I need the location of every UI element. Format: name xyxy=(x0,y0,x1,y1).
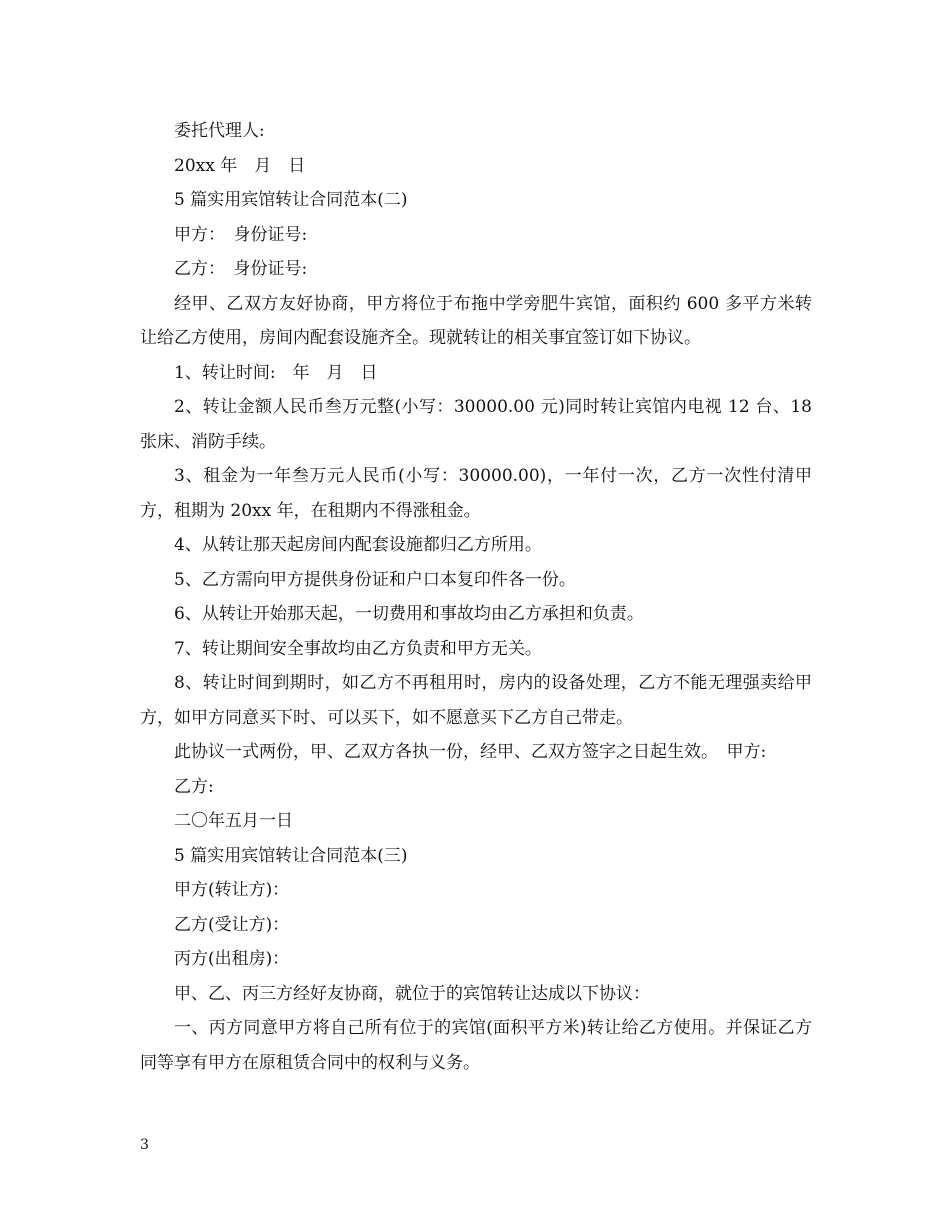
paragraph-effect: 此协议一式两份，甲、乙双方各执一份，经甲、乙双方签字之日起生效。 甲方: xyxy=(174,742,767,762)
paragraph-party-a: 甲方： 身份证号: xyxy=(174,224,308,245)
paragraph-date-1: 20xx 年 月 日 xyxy=(174,155,306,176)
clause-4: 4、从转让那天起房间内配套设施都归乙方所用。 xyxy=(174,535,542,555)
page-number: 3 xyxy=(140,1137,149,1153)
paragraph-agreement: 甲、乙、丙三方经好友协商，就位于的宾馆转让达成以下协议： xyxy=(174,983,650,1004)
paragraph-lessor: 丙方(出租房)： xyxy=(174,949,290,969)
clause-7: 7、转让期间安全事故均由乙方负责和甲方无关。 xyxy=(174,638,542,659)
document-body xyxy=(140,114,812,1080)
clause-one: 一、丙方同意甲方将自己所有位于的宾馆(面积平方米)转让给乙方使用。并保证乙方同等享有甲方在原租赁合同中的权利与义务。 xyxy=(140,1018,812,1073)
clause-3: 3、租金为一年叁万元人民币(小写：30000.00)，一年付一次，乙方一次性付清甲方，租期为 20xx 年，在租期内不得涨租金。 xyxy=(140,466,812,521)
clause-6: 6、从转让开始那天起，一切费用和事故均由乙方承担和负责。 xyxy=(174,604,644,624)
paragraph-transferor: 甲方(转让方)： xyxy=(174,880,290,900)
paragraph-intro: 经甲、乙双方友好协商，甲方将位于布拖中学旁肥牛宾馆，面积约 600 多平方米转让给乙方使用，房间内配套设施齐全。现就转让的相关事宜签订如下协议。 xyxy=(140,293,812,348)
signature-date: 二〇年五月一日 xyxy=(174,811,293,831)
clause-8: 8、转让时间到期时，如乙方不再租用时，房内的设备处理，乙方不能无理强卖给甲方，如甲方同意买下时、可以买下，如不愿意买下乙方自己带走。 xyxy=(140,673,812,728)
section-title-2: 5 篇实用宾馆转让合同范本(二) xyxy=(174,190,408,210)
paragraph-transferee: 乙方(受让方)： xyxy=(174,914,290,935)
clause-1: 1、转让时间: 年 月 日 xyxy=(174,362,378,383)
paragraph-agent: 委托代理人: xyxy=(174,121,265,141)
paragraph-party-b: 乙方： 身份证号: xyxy=(174,259,308,279)
clause-5: 5、乙方需向甲方提供身份证和户口本复印件各一份。 xyxy=(174,569,576,590)
clause-2: 2、转让金额人民币叁万元整(小写：30000.00 元)同时转让宾馆内电视 12 台、18 张床、消防手续。 xyxy=(140,397,812,452)
signature-party-b: 乙方: xyxy=(174,776,214,797)
section-title-3: 5 篇实用宾馆转让合同范本(三) xyxy=(174,845,408,866)
